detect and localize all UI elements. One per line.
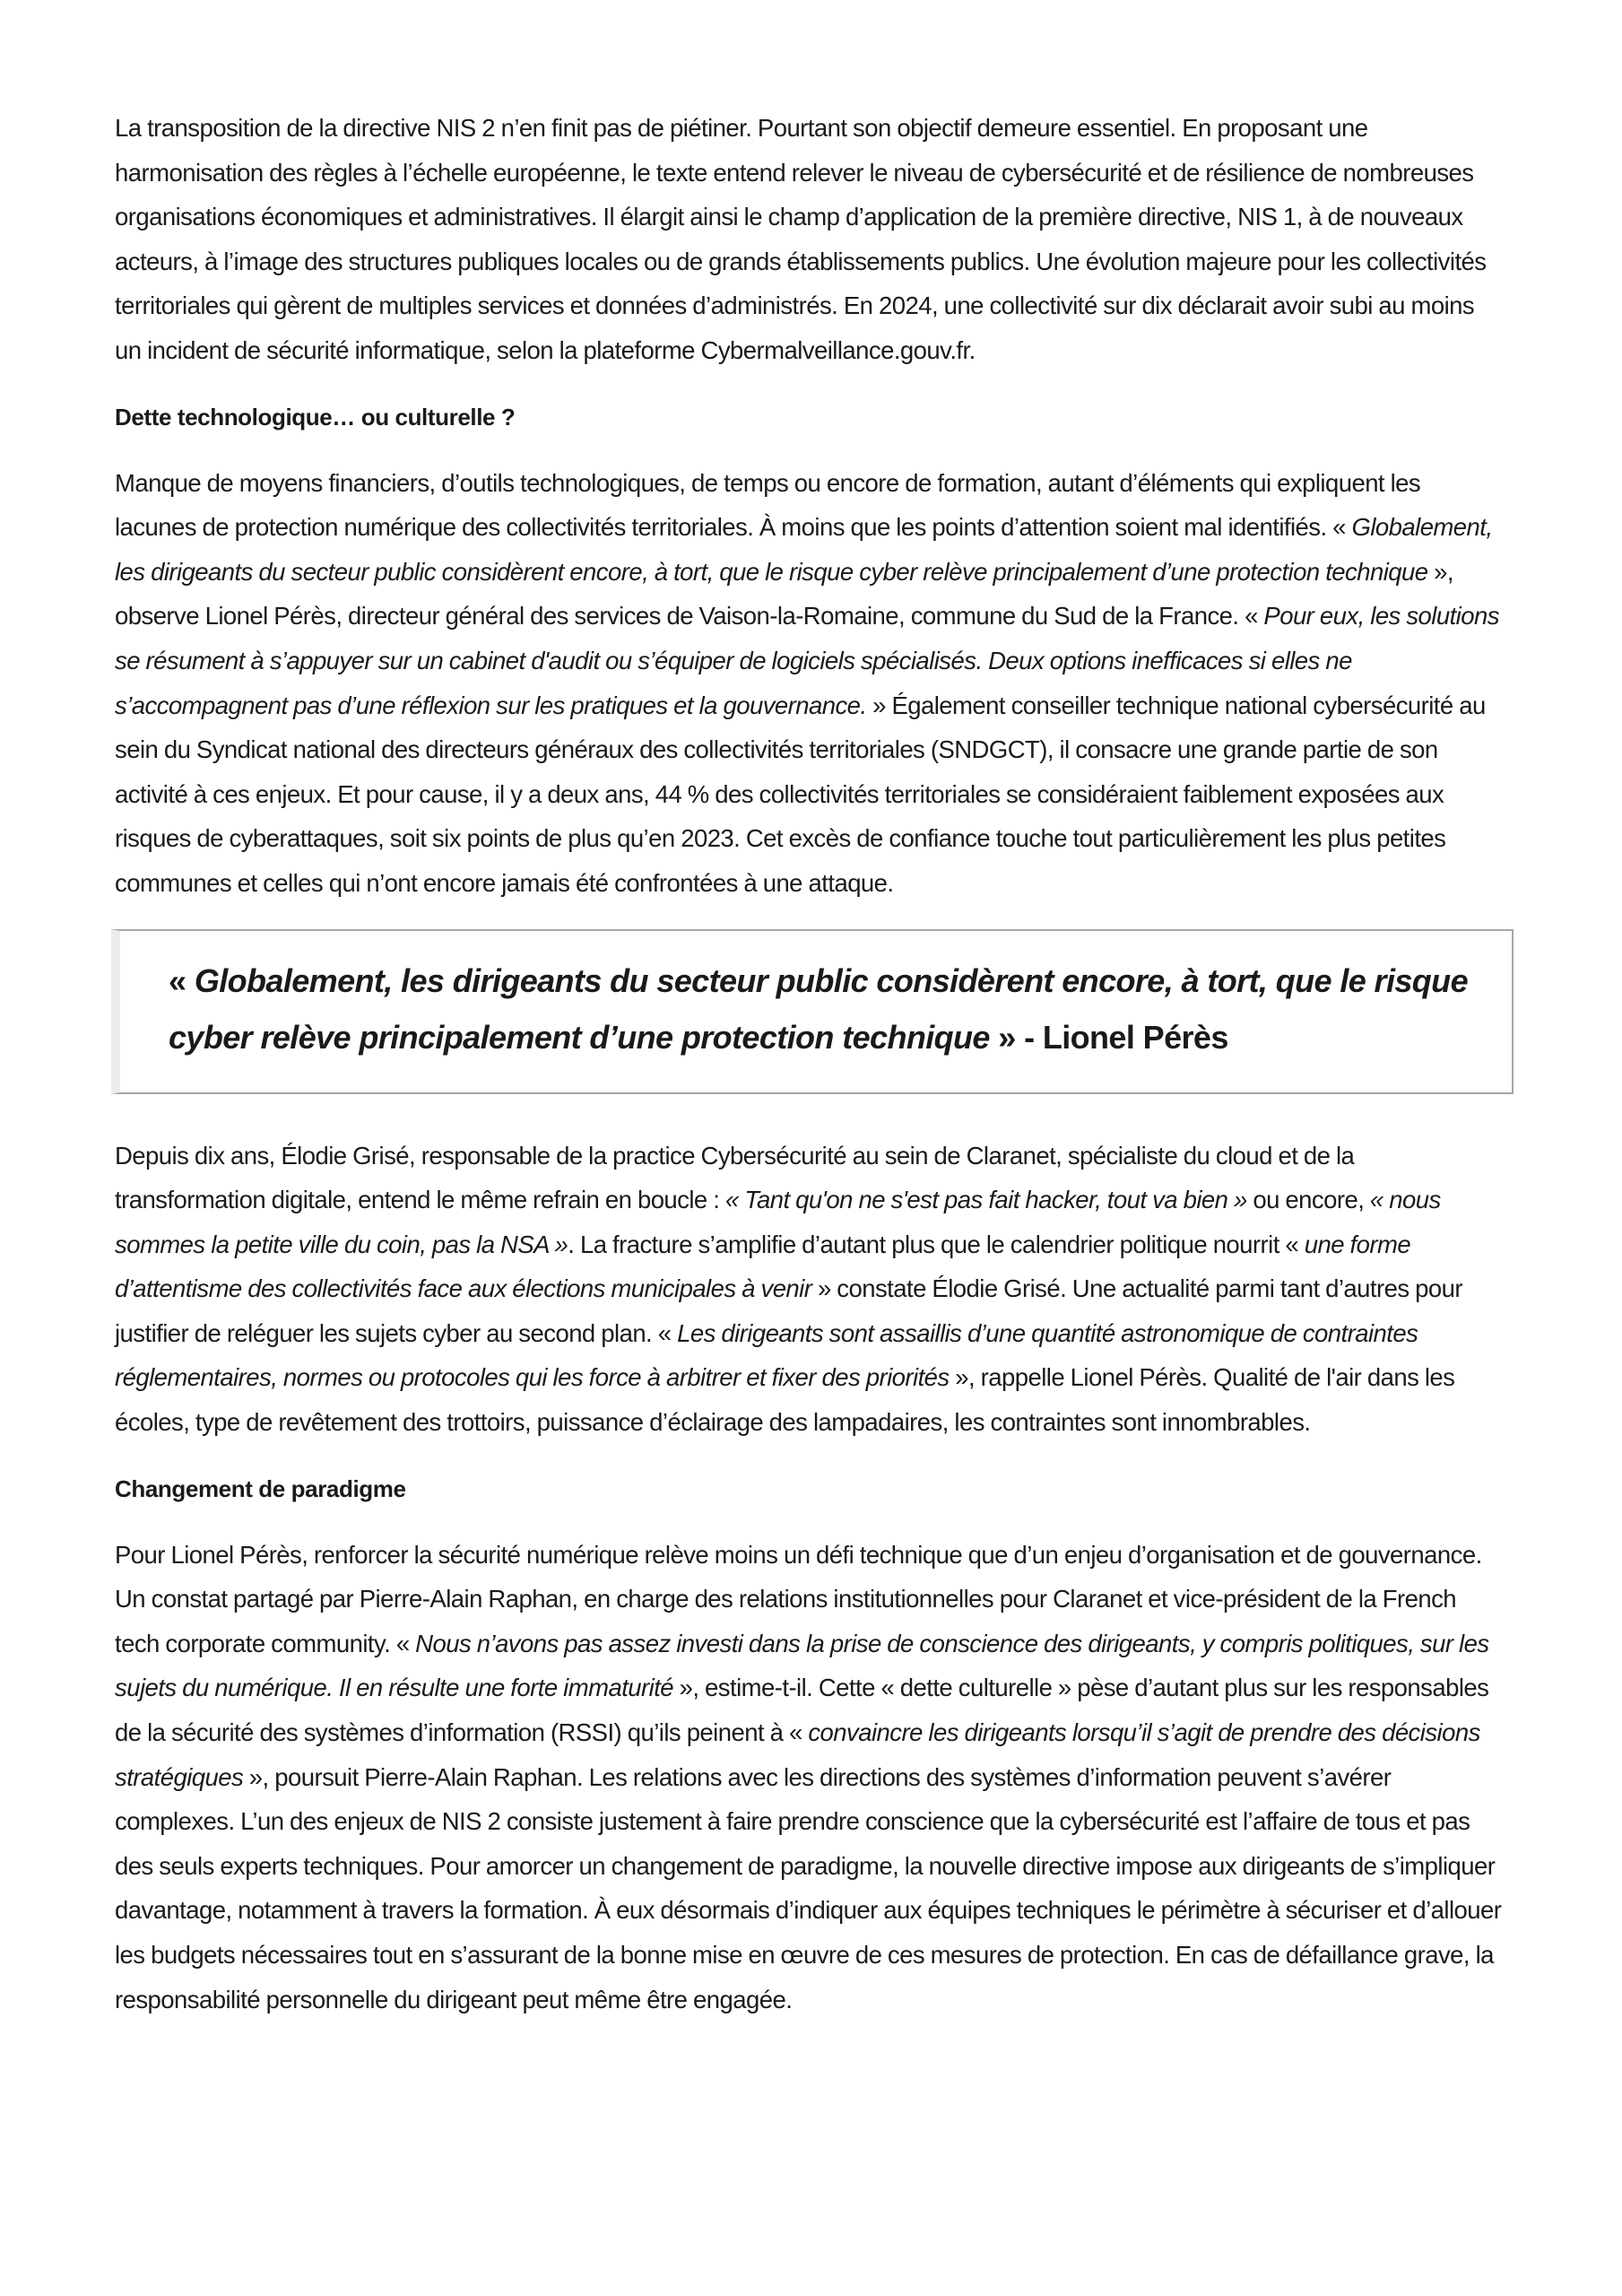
paragraph-elodie-grise: [115, 1134, 1505, 1445]
quote-italic: Nous n’avons pas assez investi dans la prise de conscience des dirigeants, y compris politiques, sur les sujets du numérique. Il en résulte une forte immaturité: [115, 1629, 1489, 1702]
subheading-changement-paradigme: Changement de paradigme: [115, 1474, 406, 1502]
paragraph-gouvernance: [115, 1533, 1505, 2022]
paragraph-text: », estime-t-il. Cette « dette culturelle » pèse d’autant plus sur les responsables de la sécurité des systèmes d’information (RSSI) qu’ils peinent à «: [115, 1674, 1489, 1747]
quote-italic: une forme d’attentisme des collectivités face aux élections municipales à venir: [115, 1230, 1411, 1303]
pull-quote: [111, 929, 1514, 1094]
paragraph-text: », poursuit Pierre-Alain Raphan. Les relations avec les directions des systèmes d’information peuvent s’avérer complexes. L’un des enjeux de NIS 2 consiste justement à faire prendre conscience que la cybersécurité est l’affaire de tous et pas des seuls experts techniques. Pour amorcer un changement de paradigme, la nouvelle directive impose aux dirigeants de s’impliquer davantage, notamment à travers la formation. À eux désormais d’indiquer aux équipes techniques le périmètre à sécuriser et d’allouer les budgets nécessaires tout en s’assurant de la bonne mise en œuvre de ces mesures de protection. En cas de défaillance grave, la responsabilité personnelle du dirigeant peut même être engagée.: [115, 1762, 1502, 2013]
paragraph-text: » constate Élodie Grisé. Une actualité parmi tant d’autres pour justifier de reléguer les sujets cyber au second plan. «: [115, 1274, 1462, 1347]
quote-italic: Globalement, les dirigeants du secteur public considèrent encore, à tort, que le risque cyber relève principalement d’une protection technique: [115, 513, 1493, 586]
quote-open-mark: «: [169, 961, 195, 999]
paragraph-text: Manque de moyens financiers, d’outils technologiques, de temps ou encore de formation, autant d’éléments qui expliquent les lacunes de protection numérique des collectivités territoriales. À moins que les points d’attention soient mal identifiés. «: [115, 468, 1421, 542]
pull-quote-text: [169, 952, 1476, 1065]
paragraph-lionel-peres: [115, 461, 1505, 906]
quote-italic: Les dirigeants sont assaillis d’une quantité astronomique de contraintes réglementaires, normes ou protocoles qui les force à arbitrer et fixer des priorités: [115, 1318, 1418, 1392]
pull-quote-body: Globalement, les dirigeants du secteur public considèrent encore, à tort, que le risque cyber relève principalement d’une protection technique: [169, 961, 1468, 1056]
pull-quote-attribution: » - Lionel Pérès: [989, 1018, 1228, 1056]
paragraph-text: Depuis dix ans, Élodie Grisé, responsable de la practice Cybersécurité au sein de Claranet, spécialiste du cloud et de la transformation digitale, entend le même refrain en boucle :: [115, 1141, 1355, 1214]
quote-italic: « nous sommes la petite ville du coin, pas la NSA »: [115, 1186, 1441, 1258]
subheading-dette-technologique: Dette technologique… ou culturelle ?: [115, 403, 516, 430]
paragraph-text: ou encore,: [1246, 1186, 1370, 1214]
paragraph-text: La transposition de la directive NIS 2 n’en finit pas de piétiner. Pourtant son objectif demeure essentiel. En proposant une harmonisation des règles à l’échelle européenne, le texte entend relever le niveau de cybersécurité et de résilience de nombreuses organisations économiques et administratives. Il élargit ainsi le champ d’application de la première directive, NIS 1, à de nouveaux acteurs, à l’image des structures publiques locales ou de grands établissements publics. Une évolution majeure pour les collectivités territoriales qui gèrent de multiples services et données d’administrés. En 2024, une collectivité sur dix déclarait avoir subi au moins un incident de sécurité informatique, selon la plateforme Cybermalveillance.gouv.fr.: [115, 114, 1487, 364]
paragraph-text: . La fracture s’amplifie d’autant plus que le calendrier politique nourrit «: [568, 1230, 1305, 1258]
paragraph-intro: [115, 106, 1505, 373]
quote-italic: « Tant qu'on ne s'est pas fait hacker, tout va bien »: [724, 1186, 1247, 1214]
paragraph-text: », rappelle Lionel Pérès. Qualité de l'air dans les écoles, type de revêtement des trottoirs, puissance d’éclairage des lampadaires, les contraintes sont innombrables.: [115, 1363, 1455, 1437]
quote-italic: convaincre les dirigeants lorsqu’il s’agit de prendre des décisions stratégiques: [115, 1718, 1480, 1791]
paragraph-text: », observe Lionel Pérès, directeur général des services de Vaison-la-Romaine, commune du Sud de la France. «: [115, 557, 1453, 631]
quote-italic: Pour eux, les solutions se résument à s’appuyer sur un cabinet d'audit ou s’équiper de logiciels spécialisés. Deux options inefficaces si elles ne s’accompagnent pas d’une réflexion sur les pratiques et la gouvernance.: [115, 602, 1499, 719]
paragraph-text: » Également conseiller technique national cybersécurité au sein du Syndicat national des directeurs généraux des collectivités territoriales (SNDGCT), il consacre une grande partie de son activité à ces enjeux. Et pour cause, il y a deux ans, 44 % des collectivités territoriales se considéraient faiblement exposées aux risques de cyberattaques, soit six points de plus qu’en 2023. Cet excès de confiance touche tout particulièrement les plus petites communes et celles qui n’ont encore jamais été confrontées à une attaque.: [115, 691, 1486, 897]
paragraph-text: Pour Lionel Pérès, renforcer la sécurité numérique relève moins un défi technique que d’un enjeu d’organisation et de gouvernance. Un constat partagé par Pierre-Alain Raphan, en charge des relations institutionnelles pour Claranet et vice-président de la French tech corporate community. «: [115, 1540, 1482, 1657]
